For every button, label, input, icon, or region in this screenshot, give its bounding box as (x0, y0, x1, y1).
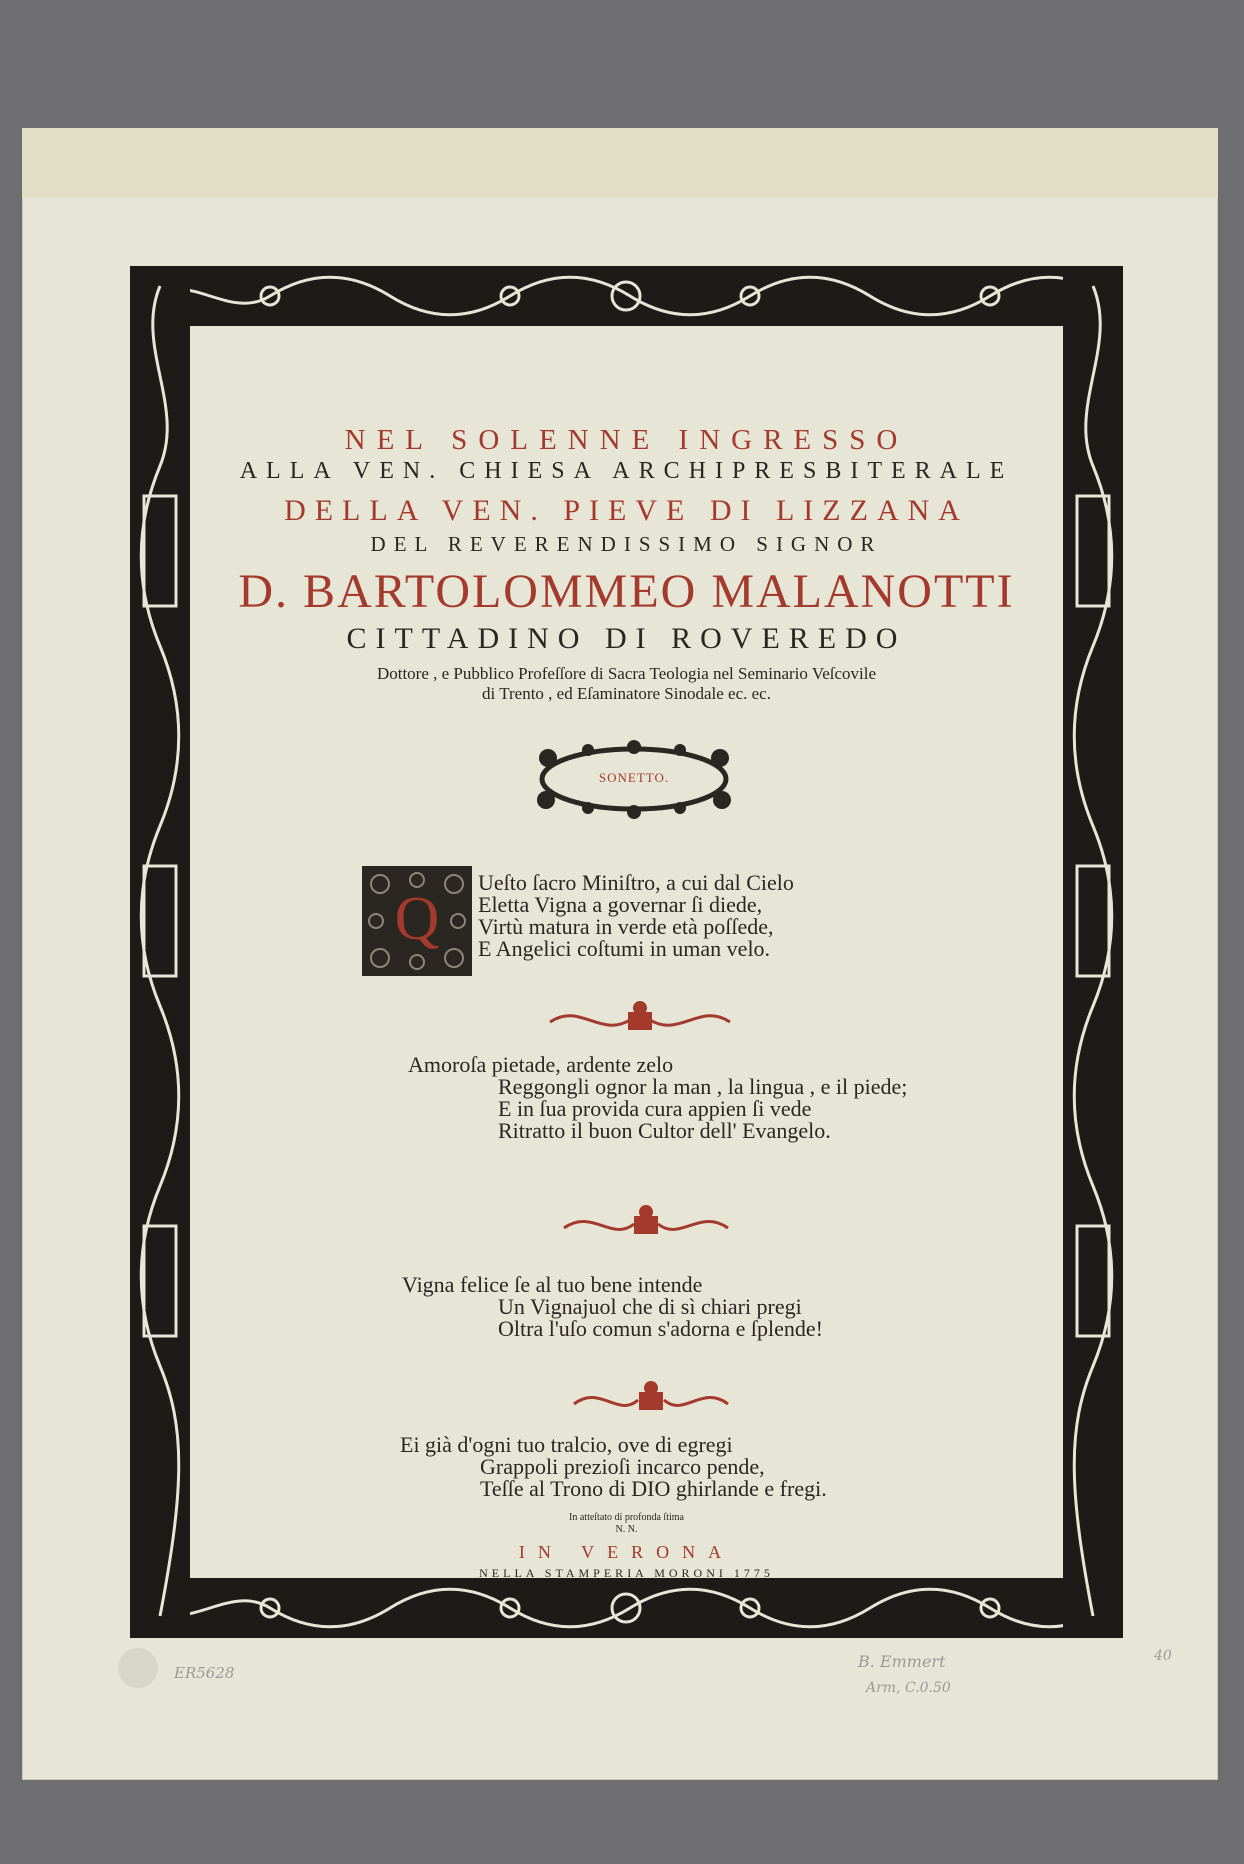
heading-line-1: NEL SOLENNE INGRESSO (344, 424, 909, 456)
pencil-note-right-2: Arm, C.0.50 (866, 1680, 951, 1696)
frame-right-border (1063, 266, 1123, 1638)
decorated-initial (362, 866, 472, 976)
frame-top-border (130, 266, 1123, 326)
honoree-titles-line-1: Dottore , e Pubblico Profeſſore di Sacra Teologia nel Seminario Veſcovile (376, 664, 877, 683)
attestation-line: In atteſtato di profonda ſtima (569, 1512, 684, 1523)
pencil-note-left: ER5628 (174, 1664, 235, 1682)
stanza-1-line-1: Ueſto ſacro Miniſtro, a cui dal Cielo (478, 870, 794, 895)
pencil-note-right-1: B. Emmert (858, 1652, 946, 1671)
ornamental-frame (130, 266, 1123, 1638)
stanza-2-line-1: Amoroſa pietade, ardente zelo (408, 1052, 674, 1077)
stanza-1-line-4: E Angelici coſtumi in uman velo. (478, 936, 771, 961)
heading-line-4: DEL REVERENDISSIMO SIGNOR (370, 532, 883, 556)
broadside-body (190, 326, 1063, 1578)
stanza-3 (402, 1274, 823, 1340)
frame-bottom-border (130, 1578, 1123, 1638)
cartouche-label: SONETTO. (598, 770, 670, 785)
stanza-1 (478, 872, 794, 960)
imprint-press-name: NELLA STAMPERIA MORONI (479, 1566, 727, 1580)
imprint-city: IN VERONA (518, 1542, 735, 1562)
floral-vignette-icon (540, 998, 740, 1042)
stanza-3-line-1: Vigna felice ſe al tuo bene intende (402, 1272, 703, 1297)
floral-vignette-icon (566, 1378, 736, 1422)
floral-vignette-icon (556, 1202, 736, 1246)
stanza-4-line-3: Teſſe al Trono di DIO ghirlande e fregi. (480, 1476, 827, 1501)
imprint-press (190, 1566, 1063, 1581)
imprint-year: 1775 (733, 1566, 774, 1580)
frame-left-border (130, 266, 190, 1638)
initial-letter: Q (394, 885, 440, 953)
library-stamp (118, 1648, 158, 1688)
honoree-name: D. BARTOLOMMEO MALANOTTI (238, 565, 1015, 618)
stanza-4 (400, 1434, 827, 1500)
stanza-3-line-3: Oltra l'uſo comun s'adorna e ſplende! (498, 1316, 823, 1341)
stanza-2-line-3: E in ſua provida cura appien ſi vede (498, 1096, 812, 1121)
stanza-2-line-2: Reggongli ognor la man , la lingua , e il piede; (498, 1074, 908, 1099)
paper-top-tint (22, 128, 1218, 198)
stanza-3-line-2: Un Vignajuol che di sì chiari pregi (498, 1294, 802, 1319)
sonetto-cartouche (528, 738, 740, 820)
stanza-4-line-2: Grappoli prezioſi incarco pende, (480, 1454, 765, 1479)
stanza-2 (408, 1054, 907, 1142)
author-initials: N. N. (615, 1524, 638, 1535)
stanza-1-line-3: Virtù matura in verde età poſſede, (478, 914, 774, 939)
heading-line-3: DELLA VEN. PIEVE DI LIZZANA (284, 494, 969, 527)
stanza-1-line-2: Eletta Vigna a governar ſi diede, (478, 892, 763, 917)
heading-line-2: ALLA VEN. CHIESA ARCHIPRESBITERALE (239, 458, 1014, 484)
honoree-city: CITTADINO DI ROVEREDO (346, 622, 907, 655)
pencil-page-number: 40 (1154, 1648, 1172, 1664)
stanza-2-line-4: Ritratto il buon Cultor dell' Evangelo. (498, 1118, 831, 1143)
honoree-titles-line-2: di Trento , ed Eſaminatore Sinodale ec. ec. (482, 684, 771, 703)
honoree-titles (190, 664, 1063, 704)
stanza-4-line-1: Ei già d'ogni tuo tralcio, ove di egregi (400, 1432, 733, 1457)
